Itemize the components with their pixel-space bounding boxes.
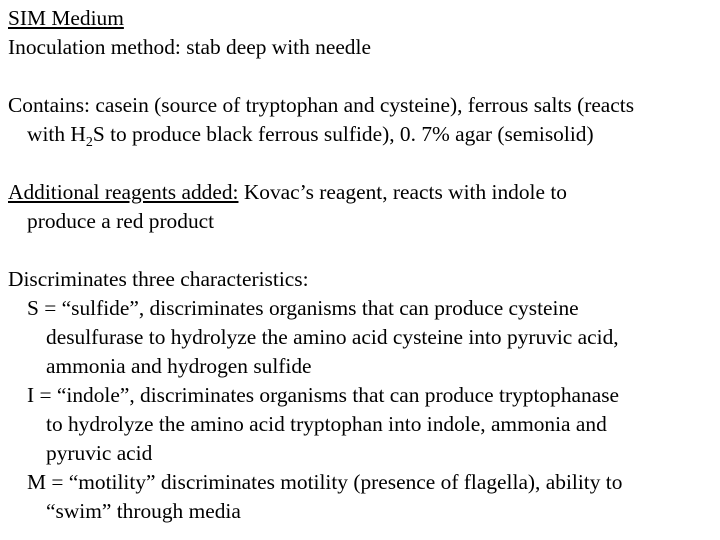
inoculation-method: Inoculation method: stab deep with needle (8, 35, 371, 59)
reagents-text: Kovac’s reagent, reacts with indole to (238, 180, 567, 204)
spacer (8, 62, 714, 91)
contains-line-2 (8, 120, 714, 149)
sulfide-line-3: ammonia and hydrogen sulfide (46, 354, 312, 378)
indole-line-3: pyruvic acid (46, 441, 153, 465)
contains-line-2-pre: with H (27, 122, 86, 146)
document-body (8, 4, 714, 526)
spacer (8, 236, 714, 265)
spacer (8, 149, 714, 178)
contains-line-1: Contains: casein (source of tryptophan and cysteine), ferrous salts (reacts (8, 93, 635, 117)
motility-line-2: “swim” through media (46, 499, 241, 523)
h2s-subscript: 2 (85, 135, 93, 150)
document-title: SIM Medium (8, 6, 124, 30)
sulfide-line-2: desulfurase to hydrolyze the amino acid cysteine into pyruvic acid, (46, 325, 619, 349)
reagents-line-1 (8, 178, 714, 207)
indole-line-1: I = “indole”, discriminates organisms that can produce tryptophanase (27, 383, 620, 407)
discriminates-heading: Discriminates three characteristics: (8, 267, 309, 291)
reagents-label: Additional reagents added: (8, 180, 239, 204)
motility-line-1: M = “motility” discriminates motility (presence of flagella), ability to (27, 470, 623, 494)
indole-line-2: to hydrolyze the amino acid tryptophan into indole, ammonia and (46, 412, 607, 436)
sulfide-line-1: S = “sulfide”, discriminates organisms that can produce cysteine (27, 296, 579, 320)
reagents-line-2: produce a red product (27, 209, 215, 233)
contains-line-2-post: S to produce black ferrous sulfide), 0. 7% agar (semisolid) (92, 122, 594, 146)
